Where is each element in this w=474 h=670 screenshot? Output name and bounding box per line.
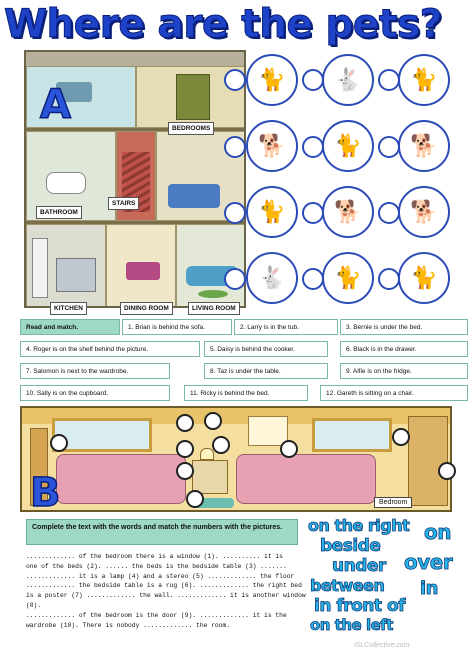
- match-item: 2. Larry is in the tub.: [234, 319, 338, 335]
- word-in: in: [420, 578, 438, 599]
- bed-right: [236, 454, 376, 504]
- paragraph-line: ............. of the bedroom there is a window (1). .......... it is: [26, 553, 283, 560]
- rabbit-icon: 🐇: [334, 67, 362, 92]
- lamp: [200, 448, 214, 460]
- answer-circle[interactable]: [176, 414, 194, 432]
- answer-circle[interactable]: [204, 412, 222, 430]
- answer-circle[interactable]: [378, 69, 400, 91]
- bed-blue: [168, 184, 220, 208]
- cooker: [56, 258, 96, 292]
- cat-icon: 🐈: [258, 199, 286, 224]
- answer-circle[interactable]: [224, 202, 246, 224]
- pet-circle: [398, 54, 450, 106]
- answer-circle[interactable]: [438, 462, 456, 480]
- label-kitchen: KITCHEN: [50, 302, 87, 315]
- bedside-table: [192, 460, 228, 494]
- dog-icon: 🐕: [334, 199, 362, 224]
- dog-icon: 🐕: [410, 133, 438, 158]
- rabbit-icon: 🐇: [258, 265, 286, 290]
- answer-circle[interactable]: [224, 136, 246, 158]
- paragraph-line: one of the beds (2). ...... the beds is the bedside table (3) .......: [26, 562, 287, 570]
- watermark: iSLCollective.com: [354, 642, 410, 649]
- match-item: 4. Roger is on the shelf behind the picture.: [20, 341, 200, 357]
- paragraph-line: ............. the bedside table is a rug (6). ............. the right bed: [26, 582, 302, 590]
- pet-circle: [246, 186, 298, 238]
- paragraph-line: ............. of the bedroom is the door (9). ............. it is the: [26, 611, 287, 619]
- paragraph-line: is a poster (7) ............. the wall. ............. it is another window: [26, 592, 306, 600]
- answer-circle[interactable]: [224, 69, 246, 91]
- pet-circle-grid: [250, 52, 470, 308]
- dog-icon: 🐕: [410, 199, 438, 224]
- answer-circle[interactable]: [302, 202, 324, 224]
- cat-icon: 🐈: [334, 133, 362, 158]
- label-bathroom: BATHROOM: [36, 206, 82, 219]
- match-item: 8. Taz is under the table.: [204, 363, 328, 379]
- window-right: [312, 418, 392, 452]
- read-match-header: Read and match.: [20, 319, 120, 335]
- cat-icon: 🐈: [334, 265, 362, 290]
- pet-circle: [246, 54, 298, 106]
- answer-circle[interactable]: [224, 268, 246, 290]
- pet-circle: [398, 120, 450, 172]
- label-dining-room: DINING ROOM: [120, 302, 173, 315]
- bed-left: [56, 454, 186, 504]
- word-in-front-of: in front of: [314, 596, 406, 616]
- answer-circle[interactable]: [280, 440, 298, 458]
- word-beside: beside: [320, 536, 381, 556]
- door: [408, 416, 448, 506]
- fridge: [32, 238, 48, 298]
- match-item: 1. Brian is behind the sofa.: [122, 319, 232, 335]
- match-item: 9. Alfie is on the fridge.: [340, 363, 468, 379]
- answer-circle[interactable]: [176, 440, 194, 458]
- answer-circle[interactable]: [212, 436, 230, 454]
- label-bedrooms: BEDROOMS: [168, 122, 214, 135]
- match-item: 7. Salomon is next to the wardrobe.: [20, 363, 170, 379]
- cat-icon: 🐈: [258, 67, 286, 92]
- answer-circle[interactable]: [378, 202, 400, 224]
- word-on-the-left: on the left: [310, 616, 393, 634]
- bedroom-label: Bedroom: [374, 497, 412, 508]
- word-on-the-right: on the right: [308, 516, 410, 535]
- answer-circle[interactable]: [186, 490, 204, 508]
- answer-circle[interactable]: [378, 268, 400, 290]
- section-b-letter: B: [30, 470, 61, 516]
- rug: [198, 290, 228, 298]
- section-a-letter: A: [40, 82, 71, 128]
- dog-icon: 🐕: [258, 133, 286, 158]
- pet-circle: [322, 54, 374, 106]
- preposition-word-bank: [306, 510, 470, 640]
- roof: [26, 52, 244, 66]
- paragraph-line: (8).: [26, 601, 42, 609]
- match-item: 3. Bernie is under the bed.: [340, 319, 468, 335]
- pet-circle: [322, 186, 374, 238]
- word-under: under: [332, 556, 386, 576]
- wardrobe: [176, 74, 210, 120]
- gap-fill-paragraph: [26, 552, 306, 630]
- pet-circle: [322, 120, 374, 172]
- match-item: 11. Ricky is behind the bed.: [184, 385, 308, 401]
- pet-circle: [246, 252, 298, 304]
- label-stairs: STAIRS: [108, 197, 139, 210]
- answer-circle[interactable]: [302, 69, 324, 91]
- dining-table: [126, 262, 160, 280]
- paragraph-line: ............. it is a lamp (4) and a stereo (5) ............. the floor: [26, 572, 295, 580]
- match-item: 5. Daisy is behind the cooker.: [204, 341, 328, 357]
- answer-circle[interactable]: [378, 136, 400, 158]
- match-item: 10. Sally is on the cupboard.: [20, 385, 170, 401]
- pet-circle: [398, 252, 450, 304]
- word-between: between: [310, 576, 385, 595]
- instruction-box: Complete the text with the words and match the numbers with the pictures.: [26, 519, 298, 545]
- match-item: 6. Black is in the drawer.: [340, 341, 468, 357]
- answer-circle[interactable]: [302, 268, 324, 290]
- bathtub: [46, 172, 86, 194]
- answer-circle[interactable]: [176, 462, 194, 480]
- pet-circle: [246, 120, 298, 172]
- pet-circle: [398, 186, 450, 238]
- answer-circle[interactable]: [392, 428, 410, 446]
- answer-circle[interactable]: [50, 434, 68, 452]
- label-living-room: LIVING ROOM: [188, 302, 240, 315]
- paragraph-line: wardrobe (10). There is nobody ............. the room.: [26, 621, 231, 629]
- word-over: over: [404, 550, 453, 574]
- answer-circle[interactable]: [302, 136, 324, 158]
- cat-icon: 🐈: [410, 67, 438, 92]
- match-item: 12. Gareth is sitting on a chair.: [320, 385, 468, 401]
- page-title: Where are the pets?: [4, 2, 442, 47]
- pet-circle: [322, 252, 374, 304]
- word-on: on: [424, 520, 451, 544]
- cat-icon: 🐈: [410, 265, 438, 290]
